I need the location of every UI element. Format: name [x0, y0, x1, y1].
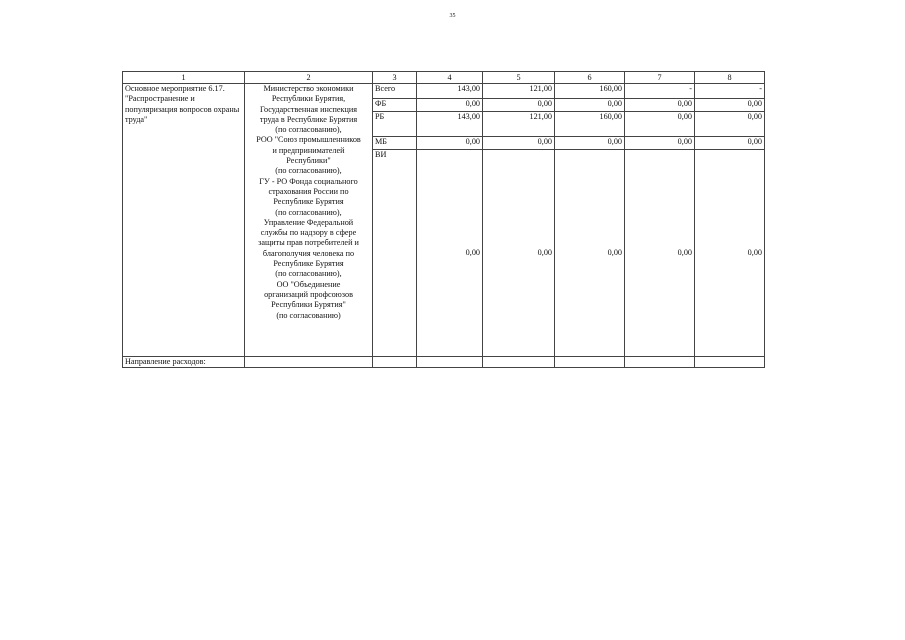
value-cell: 0,00 — [555, 99, 625, 112]
responsible-line: (по согласованию), — [275, 207, 342, 217]
value-cell: 121,00 — [483, 84, 555, 99]
column-header: 3 — [373, 72, 417, 84]
responsible-line: службы по надзору в сфере — [260, 228, 357, 238]
responsible-line: РОО "Союз промышленников — [256, 135, 361, 145]
responsible-line: (по согласованию), — [275, 269, 342, 279]
responsible-line: ГУ - РО Фонда социального — [259, 176, 358, 186]
column-header: 4 — [417, 72, 483, 84]
value-cell: 0,00 — [695, 150, 765, 357]
responsible-line: Республики" — [286, 156, 331, 166]
column-header: 5 — [483, 72, 555, 84]
funding-source-cell: ВИ — [373, 150, 417, 357]
responsible-line: ОО "Объединение — [276, 279, 341, 289]
column-header: 7 — [625, 72, 695, 84]
responsible-line: (по согласованию), — [275, 125, 342, 135]
funding-source-cell: Всего — [373, 84, 417, 99]
value-cell: 0,00 — [625, 99, 695, 112]
empty-cell — [695, 357, 765, 368]
header-row — [123, 72, 765, 84]
funding-source-cell: ФБ — [373, 99, 417, 112]
column-header: 8 — [695, 72, 765, 84]
responsible-line: (по согласованию) — [276, 310, 341, 320]
value-cell: 0,00 — [625, 150, 695, 357]
value-cell: 0,00 — [625, 137, 695, 150]
value-cell: 160,00 — [555, 84, 625, 99]
responsible-line: организаций профсоюзов — [264, 289, 353, 299]
value-cell: - — [695, 84, 765, 99]
value-cell: 143,00 — [417, 84, 483, 99]
value-cell: 0,00 — [695, 112, 765, 137]
page-number: 35 — [449, 13, 456, 19]
footer-row — [123, 357, 765, 368]
responsible-line: Республики Бурятия" — [271, 300, 346, 310]
responsible-line: Республики Бурятия, — [271, 94, 346, 104]
funding-source-cell: МБ — [373, 137, 417, 150]
value-cell: 0,00 — [417, 150, 483, 357]
value-cell: 0,00 — [695, 99, 765, 112]
responsible-line: страхования России по — [268, 186, 349, 196]
empty-cell — [373, 357, 417, 368]
footer-label: Направление расходов: — [123, 357, 245, 368]
value-cell: 121,00 — [483, 112, 555, 137]
empty-cell — [555, 357, 625, 368]
column-header: 6 — [555, 72, 625, 84]
responsible-line: Республике Бурятия — [273, 197, 344, 207]
value-cell: 0,00 — [417, 137, 483, 150]
funding-source-cell: РБ — [373, 112, 417, 137]
responsible-line: труда в Республике Бурятия — [259, 114, 358, 124]
value-cell: 0,00 — [625, 112, 695, 137]
value-cell: 0,00 — [417, 99, 483, 112]
value-cell: - — [625, 84, 695, 99]
responsible-line: Республике Бурятия — [273, 259, 344, 269]
empty-cell — [245, 357, 373, 368]
responsible-line: защиты прав потребителей и — [258, 238, 359, 248]
responsible-cell — [245, 84, 373, 357]
value-cell: 160,00 — [555, 112, 625, 137]
value-cell: 0,00 — [483, 99, 555, 112]
responsible-line: благополучия человека по — [262, 248, 355, 258]
value-cell: 0,00 — [555, 150, 625, 357]
empty-cell — [483, 357, 555, 368]
empty-cell — [625, 357, 695, 368]
value-cell: 0,00 — [483, 150, 555, 357]
value-cell: 0,00 — [483, 137, 555, 150]
empty-cell — [417, 357, 483, 368]
value-cell: 0,00 — [555, 137, 625, 150]
responsible-line: (по согласованию), — [275, 166, 342, 176]
responsible-line: и предпринимателей — [272, 145, 345, 155]
responsible-line: Государственная инспекция — [259, 104, 358, 114]
budget-table — [122, 71, 765, 368]
responsible-line: Управление Федеральной — [263, 217, 354, 227]
column-header: 2 — [245, 72, 373, 84]
value-cell: 143,00 — [417, 112, 483, 137]
table-row — [123, 84, 765, 99]
event-name-cell: Основное мероприятие 6.17. "Распространение и популяризация вопросов охраны труда" — [123, 84, 245, 357]
value-cell: 0,00 — [695, 137, 765, 150]
column-header: 1 — [123, 72, 245, 84]
responsible-line: Министерство экономики — [263, 84, 354, 93]
